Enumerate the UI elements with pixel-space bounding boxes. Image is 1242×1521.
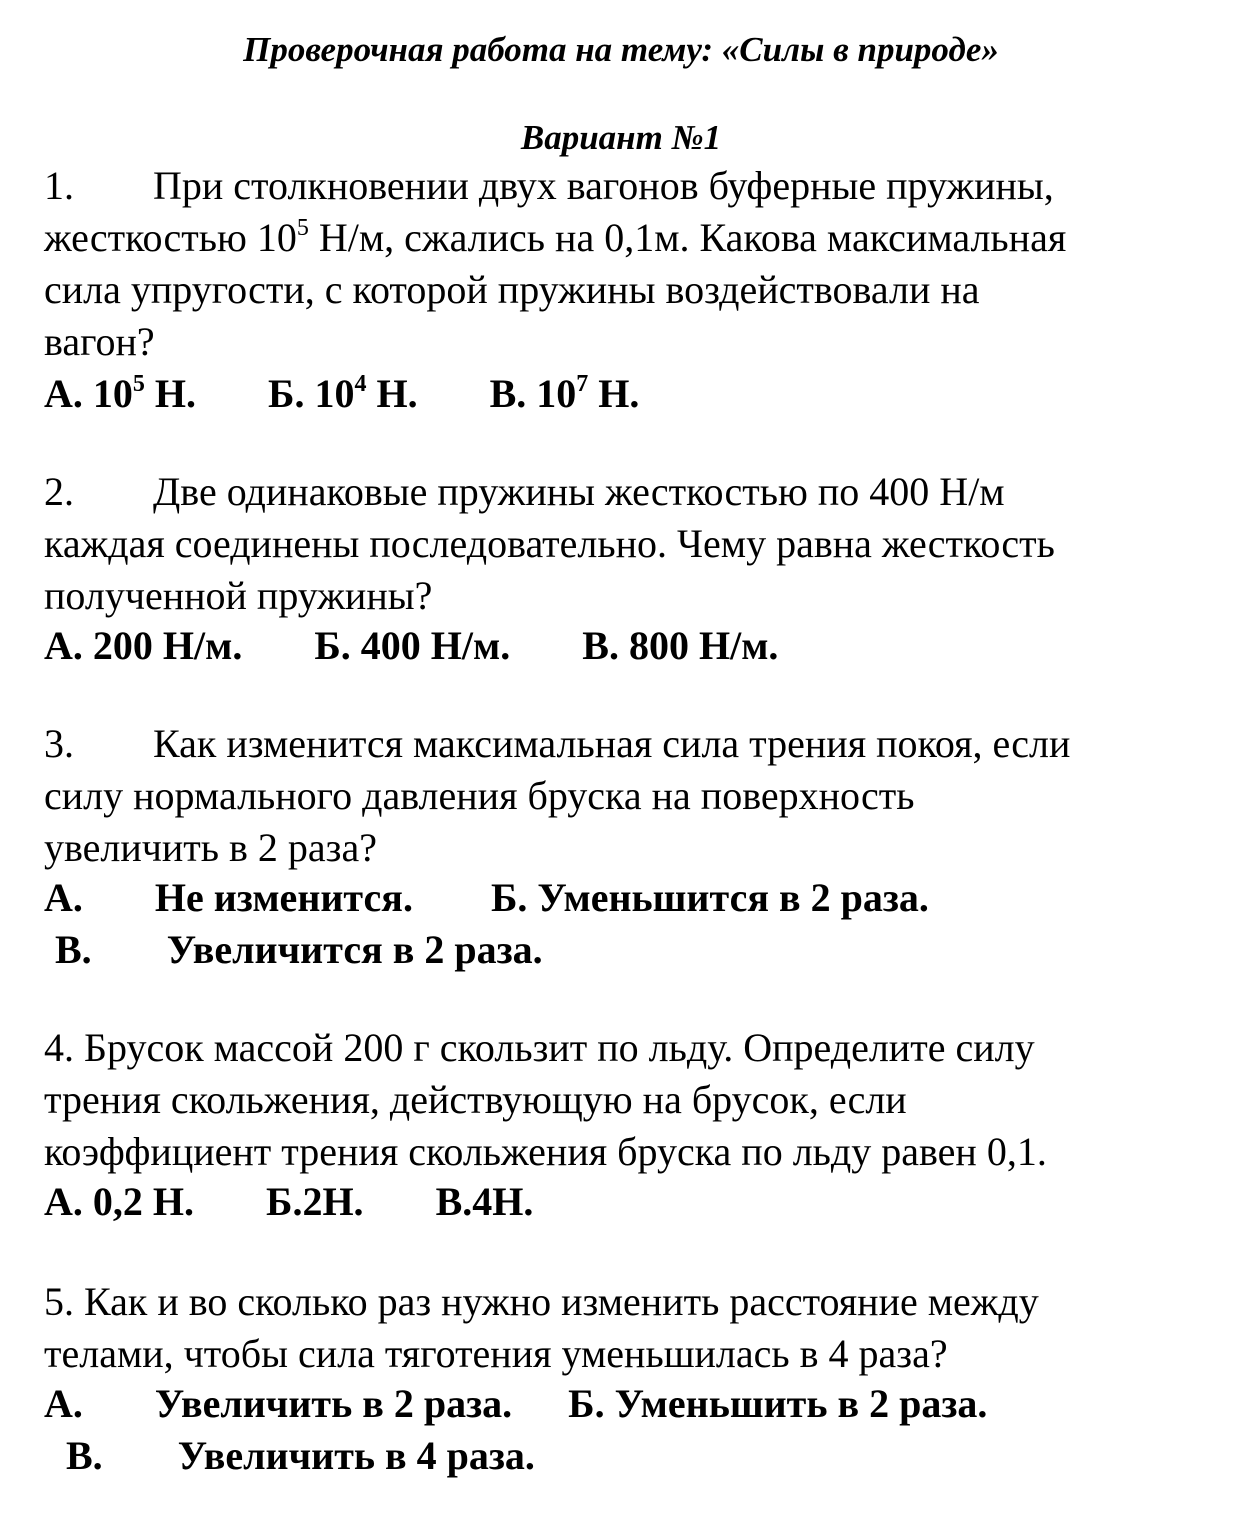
question-1-line-4: вагон? xyxy=(44,319,155,364)
question-number: 1. xyxy=(44,163,74,208)
question-3-answers-row-1 xyxy=(44,872,929,924)
question-1-answers xyxy=(44,368,639,420)
answer-option-b: Б.2Н. xyxy=(266,1179,364,1224)
question-4-line-3: коэффициент трения скольжения бруска по льду равен 0,1. xyxy=(44,1129,1047,1174)
variant-heading: Вариант №1 xyxy=(520,118,722,157)
question-number: 2. xyxy=(44,469,74,514)
question-4-answers xyxy=(44,1176,533,1228)
page-title: Проверочная работа на тему: «Силы в природе» xyxy=(243,30,999,69)
question-5-line-1: 5. Как и во сколько раз нужно изменить расстояние между xyxy=(44,1279,1039,1324)
answer-option-a: А. Не изменится. xyxy=(44,875,413,920)
answer-option-b: Б. Уменьшится в 2 раза. xyxy=(490,875,929,920)
question-number: 5. xyxy=(44,1279,74,1324)
question-1-line-2: жесткостью $10^5$ Н/м, сжались на 0,1м. Какова максимальная xyxy=(44,215,1067,260)
question-5-answers-row-1 xyxy=(44,1378,987,1430)
question-3-line-2: силу нормального давления бруска на поверхность xyxy=(44,773,915,818)
answer-option-b: Б. $10^4$ Н. xyxy=(268,371,418,416)
question-4-line-1: 4. Брусок массой 200 г скользит по льду. Определите силу xyxy=(44,1025,1035,1070)
answer-option-a: А. $10^5$ Н. xyxy=(44,371,197,416)
answer-option-c: В. Увеличится в 2 раза. xyxy=(55,927,543,972)
answer-option-c: В. $10^7$ Н. xyxy=(489,371,640,416)
question-3-line-3: увеличить в 2 раза? xyxy=(44,825,377,870)
answer-option-a: А. 200 Н/м. xyxy=(44,623,243,668)
question-5-answers-row-2 xyxy=(66,1430,535,1482)
question-2-line-2: каждая соединены последовательно. Чему равна жесткость xyxy=(44,521,1055,566)
question-4-line-2: трения скольжения, действующую на брусок, если xyxy=(44,1077,907,1122)
answer-option-a: А. 0,2 Н. xyxy=(44,1179,194,1224)
question-5-line-2: телами, чтобы сила тяготения уменьшилась в 4 раза? xyxy=(44,1331,948,1376)
answer-option-a: А. Увеличить в 2 раза. xyxy=(44,1381,513,1426)
question-number: 3. xyxy=(44,721,74,766)
question-1-line-3: сила упругости, с которой пружины воздействовали на xyxy=(44,267,980,312)
question-2-line-3: полученной пружины? xyxy=(44,573,433,618)
answer-option-c: В. 800 Н/м. xyxy=(582,623,779,668)
answer-option-b: Б. 400 Н/м. xyxy=(314,623,511,668)
answer-option-c: В.4Н. xyxy=(435,1179,534,1224)
question-1-line-1: 1. При столкновении двух вагонов буферные пружины, xyxy=(44,163,1054,208)
question-3-answers-row-2 xyxy=(55,924,543,976)
answer-option-b: Б. Уменьшить в 2 раза. xyxy=(568,1381,988,1426)
answer-option-c: В. Увеличить в 4 раза. xyxy=(66,1433,535,1478)
question-2-line-1: 2. Две одинаковые пружины жесткостью по 400 Н/м xyxy=(44,469,1005,514)
question-2-answers xyxy=(44,620,778,672)
question-3-line-1: 3. Как изменится максимальная сила трения покоя, если xyxy=(44,721,1071,766)
question-number: 4. xyxy=(44,1025,74,1070)
